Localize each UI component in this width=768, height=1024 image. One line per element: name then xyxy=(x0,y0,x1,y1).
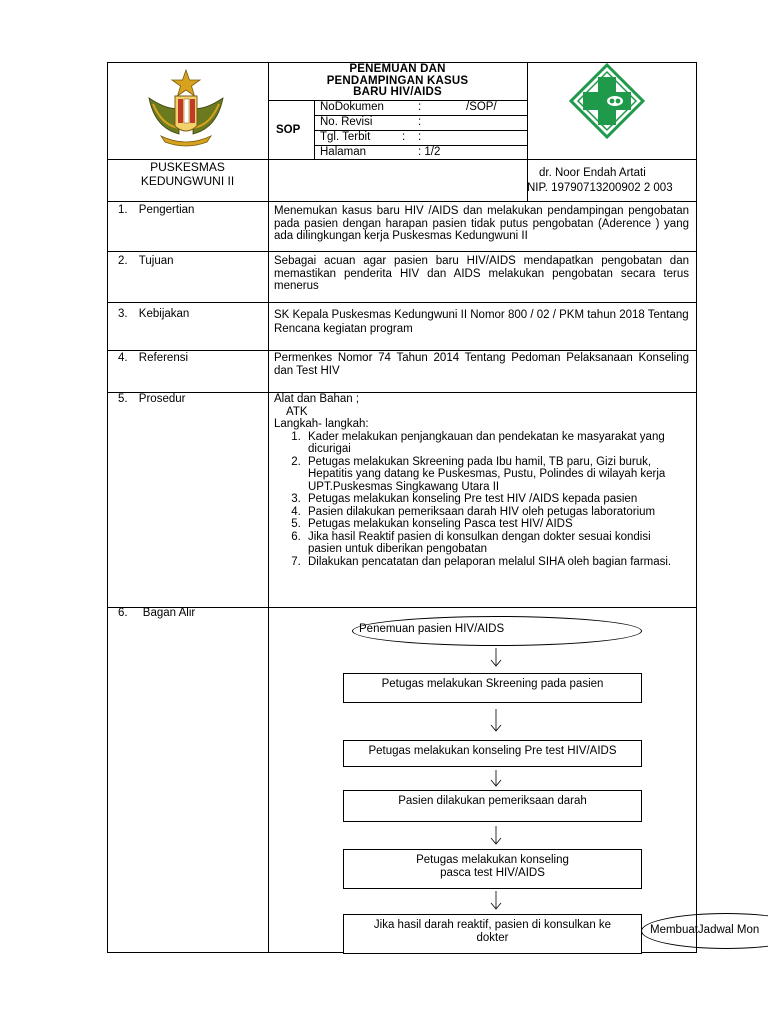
section-prosedur-content xyxy=(274,393,684,568)
sop-label: SOP xyxy=(276,124,301,136)
section-prosedur-label: 5. Prosedur xyxy=(118,393,186,405)
section-referensi-text: Permenkes Nomor 74 Tahun 2014 Tentang Pedoman Pelaksanaan Konseling dan Test HIV xyxy=(274,352,689,377)
procedure-step: 3. Petugas melakukan konseling Pre test HIV /AIDS kepada pasien xyxy=(304,493,684,506)
section-tujuan-label: 2. Tujuan xyxy=(118,255,174,267)
procedure-steps xyxy=(274,431,684,569)
kabupaten-crest-logo xyxy=(143,68,229,148)
flowchart-box-pretest: Petugas melakukan konseling Pre test HIV/AIDS xyxy=(343,740,642,767)
document-title: PENEMUAN DAN PENDAMPINGAN KASUS BARU HIV/AIDS xyxy=(326,63,469,98)
section-referensi-label: 4. Referensi xyxy=(118,352,189,364)
langkah-heading: Langkah- langkah: xyxy=(274,418,369,430)
flowchart-start-oval: Penemuan pasien HIV/AIDS xyxy=(352,616,642,646)
doc-field-halaman: Halaman : 1/2 xyxy=(320,146,441,158)
section-kebijakan-text: SK Kepala Puskesmas Kedungwuni II Nomor 800 / 02 / PKM tahun 2018 Tentang Rencana kegiatan program xyxy=(274,309,689,335)
section-tujuan-text: Sebagai acuan agar pasien baru HIV/AIDS mendapatkan pengobatan dan memastikan penderita HIV dan AIDS melakukan pengobatan secara terus menerus xyxy=(274,255,689,292)
flow-arrow-2 xyxy=(489,709,503,733)
doc-field-revisi: No. Revisi : xyxy=(320,116,422,128)
flowchart-box-pemeriksaan: Pasien dilakukan pemeriksaan darah xyxy=(343,790,642,822)
flowchart-side-oval: MembuatJadwal Mon xyxy=(641,913,768,950)
puskesmas-logo xyxy=(569,63,645,139)
section-pengertian-label: 1. Pengertian xyxy=(118,204,195,216)
doc-field-terbit: Tgl. Terbit : : xyxy=(320,131,422,143)
signer-block: dr. Noor Endah Artati NIP. 19790713200902 2 003 xyxy=(527,167,673,194)
alat-heading: Alat dan Bahan ; xyxy=(274,393,360,405)
flowchart-box-konsul: Jika hasil darah reaktif, pasien di konsulkan ke dokter xyxy=(343,914,642,954)
section-bagan-label: 6. Bagan Alir xyxy=(118,607,196,619)
procedure-step: 1. Kader melakukan penjangkauan dan pendekatan ke masyarakat yang dicurigai xyxy=(304,431,684,456)
procedure-step: 4. Pasien dilakukan pemeriksaan darah HIV oleh petugas laboratorium xyxy=(304,506,684,519)
procedure-step: 6. Jika hasil Reaktif pasien di konsulkan dengan dokter sesuai kondisi pasien untuk diberikan pengobatan xyxy=(304,531,684,556)
section-pengertian-text: Menemukan kasus baru HIV /AIDS dan melakukan pendampingan pengobatan pada pasien dengan harapan pasien tidak putus pengobatan (Aderence ) yang ada dilingkungan kerja Puskesmas Kedungwuni II xyxy=(274,205,689,242)
flow-arrow-3 xyxy=(489,770,503,788)
alat-item: ATK xyxy=(286,405,308,418)
procedure-step: 2. Petugas melakukan Skreening pada Ibu hamil, TB paru, Gizi buruk, Hepatitis yang datang ke Puskesmas, Pustu, Polindes di wilayah kerja UPT.Puskesmas Singkawang Utara II xyxy=(304,456,684,494)
organization-name: PUSKESMAS KEDUNGWUNI II xyxy=(140,160,235,188)
section-kebijakan-label: 3. Kebijakan xyxy=(118,308,190,320)
flow-arrow-1 xyxy=(489,648,503,668)
procedure-step: 7. Dilakukan pencatatan dan pelaporan melalul SIHA oleh bagian farmasi. xyxy=(304,556,684,569)
flowchart-box-pascatest: Petugas melakukan konseling pasca test HIV/AIDS xyxy=(343,849,642,889)
procedure-step: 5. Petugas melakukan konseling Pasca test HIV/ AIDS xyxy=(304,518,684,531)
doc-field-nodokumen: NoDokumen : /SOP/ xyxy=(320,101,497,113)
flow-arrow-5 xyxy=(489,891,503,911)
flow-arrow-4 xyxy=(489,826,503,846)
flowchart-box-screening: Petugas melakukan Skreening pada pasien xyxy=(343,673,642,703)
